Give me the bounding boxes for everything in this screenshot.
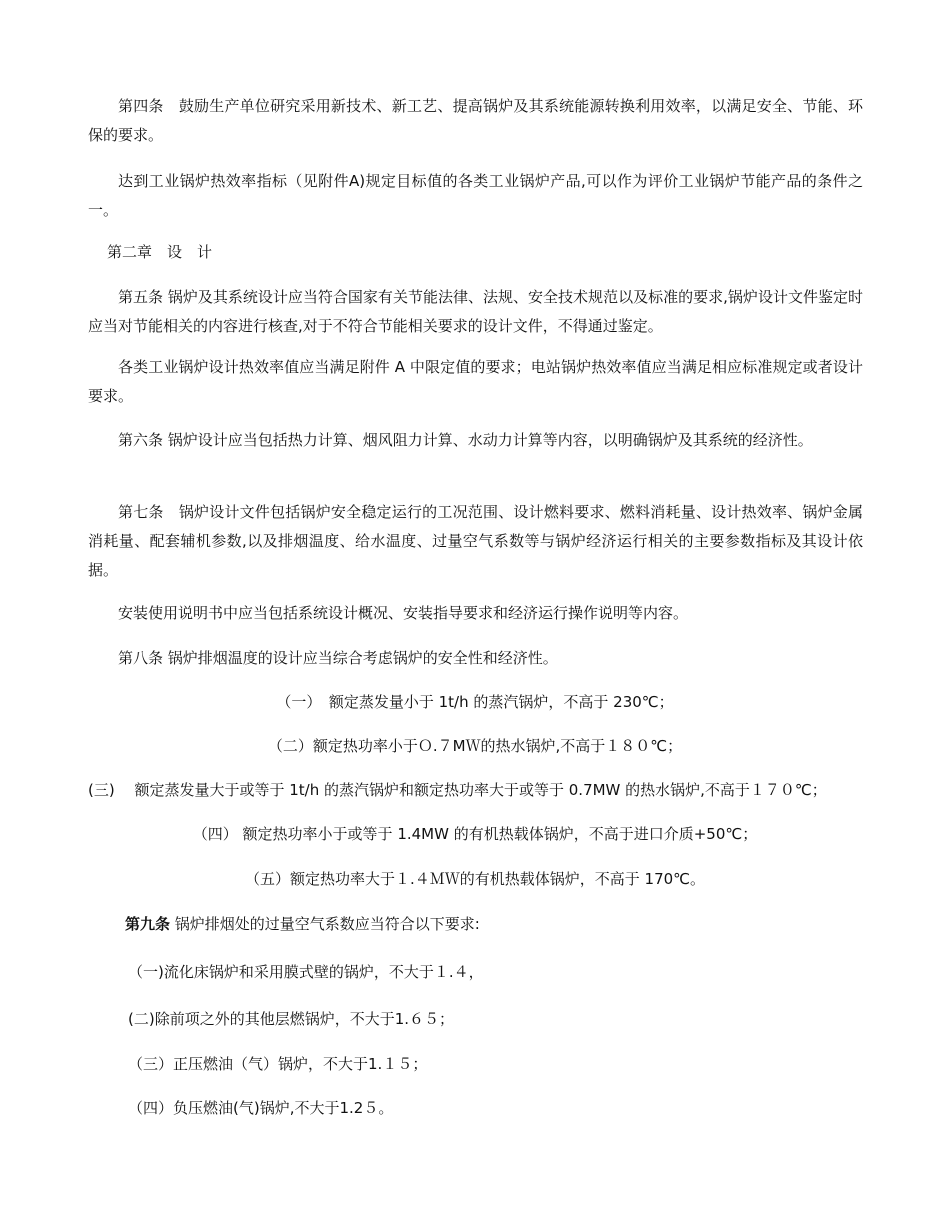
air-coefficient-item-4: （四）负压燃油(气)锅炉,不大于1.2５。 bbox=[128, 1099, 394, 1117]
chapter-2-heading: 第二章 设 计 bbox=[107, 243, 213, 261]
article-9-text: 锅炉排烟处的过量空气系数应当符合以下要求: bbox=[170, 915, 480, 933]
exhaust-temp-item-2: （二）额定热功率小于Ｏ.７MＷ的热水锅炉,不高于１８０℃； bbox=[267, 737, 683, 755]
exhaust-temp-item-4: （四） 额定热功率小于或等于 1.4MW 的有机热载体锅炉，不高于进口介质+50℃； bbox=[192, 825, 758, 843]
design-efficiency-paragraph: 各类工业锅炉设计热效率值应当满足附件 A 中限定值的要求；电站锅炉热效率值应当满足相应标准规定或者设计要求。 bbox=[88, 358, 863, 405]
article-4-paragraph: 第四条 鼓励生产单位研究采用新技术、新工艺、提高锅炉及其系统能源转换利用效率，以满足安全、节能、环保的要求。 bbox=[88, 97, 863, 144]
air-coefficient-item-1: （一)流化床锅炉和采用膜式壁的锅炉，不大于１.４， bbox=[128, 963, 484, 981]
exhaust-temp-item-3: (三) 额定蒸发量大于或等于 1t/h 的蒸汽锅炉和额定热功率大于或等于 0.7MW 的热水锅炉,不高于１７０℃； bbox=[88, 781, 827, 799]
article-8-paragraph: 第八条 锅炉排烟温度的设计应当综合考虑锅炉的安全性和经济性。 bbox=[118, 649, 558, 667]
article-6-paragraph: 第六条 锅炉设计应当包括热力计算、烟风阻力计算、水动力计算等内容，以明确锅炉及其系统的经济性。 bbox=[118, 431, 813, 449]
article-9-label: 第九条 bbox=[125, 915, 171, 933]
article-7-paragraph: 第七条 锅炉设计文件包括锅炉安全稳定运行的工况范围、设计燃料要求、燃料消耗量、设计热效率、锅炉金属消耗量、配套辅机参数,以及排烟温度、给水温度、过量空气系数等与锅炉经济运行相关的主要参数指标及其设计依据。 bbox=[88, 503, 863, 579]
efficiency-target-paragraph: 达到工业锅炉热效率指标（见附件A)规定目标值的各类工业锅炉产品,可以作为评价工业锅炉节能产品的条件之一。 bbox=[88, 172, 863, 219]
article-5-paragraph: 第五条 锅炉及其系统设计应当符合国家有关节能法律、法规、安全技术规范以及标准的要求,锅炉设计文件鉴定时应当对节能相关的内容进行核查,对于不符合节能相关要求的设计文件，不得通过鉴定。 bbox=[88, 288, 863, 335]
exhaust-temp-item-1: （一） 额定蒸发量小于 1t/h 的蒸汽锅炉，不高于 230℃； bbox=[276, 693, 674, 711]
manual-contents-paragraph: 安装使用说明书中应当包括系统设计概况、安装指导要求和经济运行操作说明等内容。 bbox=[118, 604, 689, 622]
air-coefficient-item-3: （三）正压燃油（气）锅炉，不大于1.１５； bbox=[128, 1055, 428, 1073]
article-9-paragraph bbox=[125, 910, 480, 939]
exhaust-temp-item-5: （五）额定热功率大于１.４ＭＷ的有机热载体锅炉，不高于 170℃。 bbox=[244, 870, 705, 888]
air-coefficient-item-2: (二)除前项之外的其他层燃锅炉，不大于1.６５； bbox=[128, 1010, 455, 1028]
